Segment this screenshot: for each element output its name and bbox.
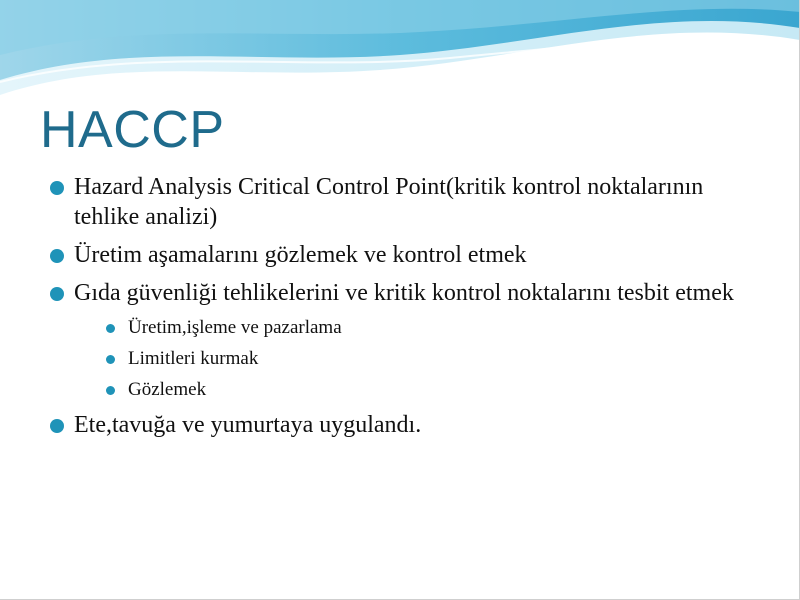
sub-list-item bbox=[46, 316, 766, 340]
list-item-text: Ete,tavuğa ve yumurtaya uygulandı. bbox=[74, 412, 422, 438]
list-item-text: Hazard Analysis Critical Control Point(kritik kontrol noktalarının tehlike analizi) bbox=[74, 174, 704, 230]
sub-list-item-text: Limitleri kurmak bbox=[128, 348, 259, 369]
sub-bullet-icon bbox=[106, 355, 115, 364]
sub-list-item-text: Üretim,işleme ve pazarlama bbox=[128, 317, 342, 338]
list-item-text: Gıda güvenliği tehlikelerini ve kritik kontrol noktalarını tesbit etmek bbox=[74, 280, 734, 306]
sub-list-item-text: Gözlemek bbox=[128, 379, 207, 400]
list-item bbox=[46, 410, 766, 440]
header-wave-decoration bbox=[0, 0, 800, 95]
slide-title: HACCP bbox=[40, 101, 225, 159]
list-item bbox=[46, 240, 766, 270]
sub-bullet-icon bbox=[106, 386, 115, 395]
bullet-icon bbox=[50, 249, 64, 263]
sub-list-item bbox=[46, 347, 766, 371]
bullet-list bbox=[46, 172, 766, 448]
list-item bbox=[46, 278, 766, 308]
bullet-icon bbox=[50, 419, 64, 433]
list-item bbox=[46, 172, 766, 232]
sub-list bbox=[46, 316, 766, 402]
sub-list-item bbox=[46, 378, 766, 402]
bullet-icon bbox=[50, 287, 64, 301]
sub-bullet-icon bbox=[106, 324, 115, 333]
list-item-text: Üretim aşamalarını gözlemek ve kontrol etmek bbox=[74, 242, 527, 268]
bullet-icon bbox=[50, 181, 64, 195]
